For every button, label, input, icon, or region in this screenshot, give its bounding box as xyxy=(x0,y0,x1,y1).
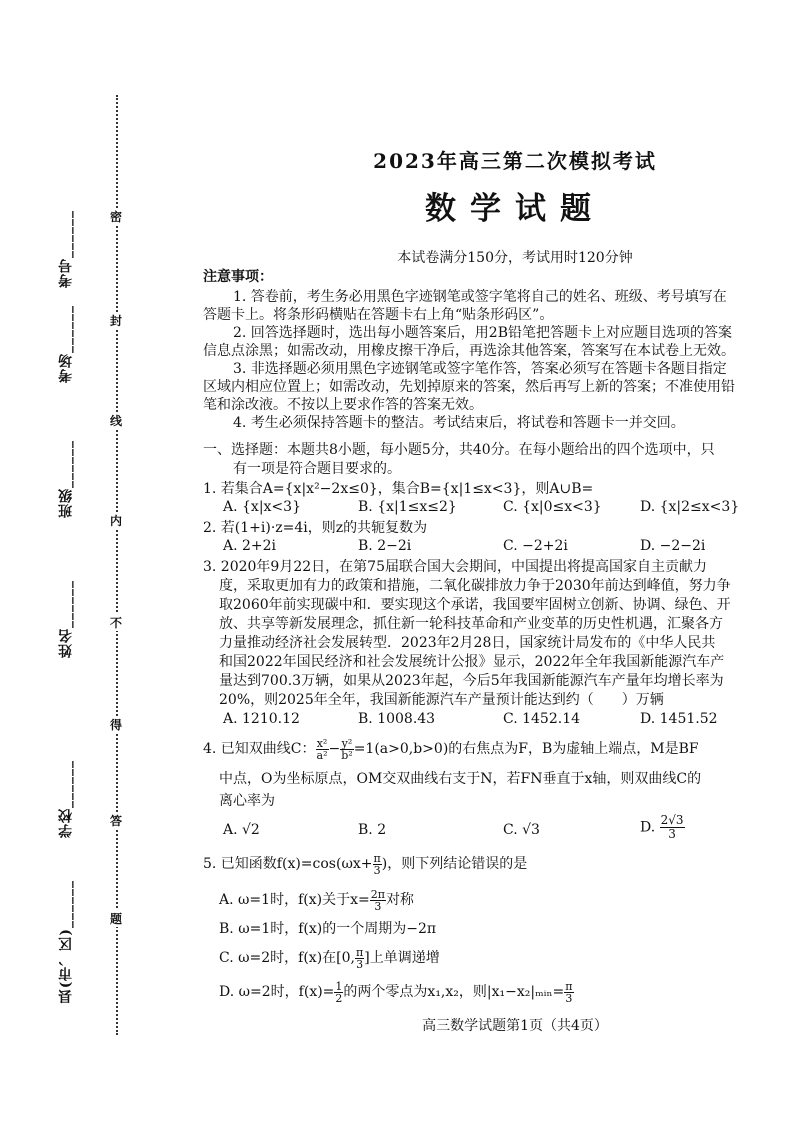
fraction-numerator: π xyxy=(373,851,381,865)
q2-option-d[interactable]: D. −2−2i xyxy=(640,538,706,554)
q5-option-a-prefix: A. ω=1时，f(x)关于x= xyxy=(219,892,370,908)
fraction-denominator: 3 xyxy=(356,957,364,971)
fraction-denominator: 3 xyxy=(668,827,676,841)
q3-line: 力量推动经济社会发展转型．2023年2月28日，国家统计局发布的《中华人民共 xyxy=(219,635,716,651)
q3-line: 3. 2020年9月22日，在第75届联合国大会期间，中国提出将提高国家自主贡献力 xyxy=(203,559,707,575)
q5-option-b[interactable]: B. ω=1时，f(x)的一个周期为−2π xyxy=(219,921,437,937)
notes-line: 2. 回答选择题时，选出每小题答案后，用2B铅笔把答题卡上对应题目选项的答案 xyxy=(233,325,733,341)
q4-stem xyxy=(203,735,699,763)
exam-number-label: 考号 xyxy=(58,258,74,288)
seal-char: 线 xyxy=(110,414,123,428)
q4-fraction-x xyxy=(316,738,329,761)
school-line: ______ xyxy=(58,760,74,808)
subject-title: 数学试题 xyxy=(425,191,605,227)
q4-option-c[interactable]: C. √3 xyxy=(503,822,540,838)
fraction-denominator: b² xyxy=(341,748,353,762)
q5-option-a[interactable] xyxy=(219,886,414,914)
fraction-numerator: y² xyxy=(341,736,353,750)
notes-line: 答题卡上。将条形码横贴在答题卡右上角“贴条形码区”。 xyxy=(203,307,554,323)
q5-option-c-fraction xyxy=(355,947,364,970)
exam-room-line: ______ xyxy=(58,305,74,353)
q5-option-c[interactable] xyxy=(219,944,440,972)
notes-line: 信息点涂黑；如需改动，用橡皮擦干净后，再选涂其他答案，答案写在本试卷上无效。 xyxy=(203,343,735,359)
notes-heading: 注意事项： xyxy=(203,269,273,285)
fraction-denominator: 3 xyxy=(565,991,573,1005)
fraction-numerator: π xyxy=(356,945,364,959)
q5-stem-fraction xyxy=(373,853,382,876)
seal-char: 答 xyxy=(110,814,123,828)
exam-room-field[interactable] xyxy=(56,305,76,383)
seal-char: 密 xyxy=(110,210,123,224)
county-field[interactable] xyxy=(56,880,76,1003)
county-line: ______ xyxy=(58,880,74,928)
q4-fraction-y xyxy=(340,738,353,761)
school-label: 学校 xyxy=(58,808,74,838)
class-line: ______ xyxy=(58,440,74,488)
option-label: D. xyxy=(640,819,656,836)
q5-option-d-fraction-2 xyxy=(564,981,573,1004)
q1-option-a[interactable]: A. {x|x<3} xyxy=(223,499,301,515)
notes-line: 3. 非选择题必须用黑色字迹钢笔或签字笔作答，答案必须写在答题卡各题目指定 xyxy=(233,361,727,377)
exam-room-label: 考场 xyxy=(58,353,74,383)
notes-line: 区域内相应位置上；如需改动，先划掉原来的答案，然后再写上新的答案；不准使用铅 xyxy=(203,379,735,395)
name-field[interactable] xyxy=(56,580,76,658)
page-footer: 高三数学试题第1页（共4页） xyxy=(422,1018,608,1034)
q3-line: 放、共享等新发展理念，抓住新一轮科技革命和产业变革的历史性机遇，汇聚各方 xyxy=(219,616,723,632)
notes-line: 笔和涂改液。不按以上要求作答的答案无效。 xyxy=(203,397,483,413)
name-line: ______ xyxy=(58,580,74,628)
fraction-numerator: 1 xyxy=(335,979,343,993)
notes-line: 1. 答卷前，考生务必用黑色字迹钢笔或签字笔将自己的姓名、班级、考号填写在 xyxy=(233,289,727,305)
exam-number-field[interactable] xyxy=(56,210,76,288)
q5-stem-prefix: 5. 已知函数f(x)=cos(ωx+ xyxy=(203,856,373,872)
q3-line: 和国2022年国民经济和社会发展统计公报》显示，2022年全年我国新能源汽车产 xyxy=(219,654,725,670)
q5-stem-suffix: )，则下列结论错误的是 xyxy=(381,856,528,872)
fraction-denominator: 3 xyxy=(374,899,382,913)
section-heading: 一、选择题：本题共8小题，每小题5分，共40分。在每小题给出的四个选项中，只 xyxy=(203,442,715,458)
q1-option-c[interactable]: C. {x|0≤x<3} xyxy=(503,499,602,515)
q2-stem: 2. 若(1+i)·z=4i，则z的共轭复数为 xyxy=(203,520,428,536)
seal-char: 内 xyxy=(110,514,123,528)
q4-suffix: =1(a>0,b>0)的右焦点为F，B为虚轴上端点，M是BF xyxy=(353,741,699,757)
q4-option-a[interactable]: A. √2 xyxy=(223,822,260,838)
q4-option-d-fraction xyxy=(660,814,685,841)
fraction-numerator: 2√3 xyxy=(660,813,684,827)
seal-char: 题 xyxy=(110,912,123,926)
score-info: 本试卷满分150分，考试用时120分钟 xyxy=(397,250,633,266)
fraction-numerator: π xyxy=(565,979,573,993)
q2-option-a[interactable]: A. 2+2i xyxy=(223,538,277,554)
seal-char: 不 xyxy=(110,616,123,630)
fraction-numerator: 2π xyxy=(370,887,385,901)
seal-line xyxy=(116,95,118,1035)
q3-line: 20%，则2025年全年，我国新能源汽车产量预计能达到约（ ）万辆 xyxy=(219,692,664,708)
seal-char: 封 xyxy=(110,314,123,328)
fraction-numerator: x² xyxy=(316,736,328,750)
exam-title: 2023年高三第二次模拟考试 xyxy=(373,149,657,173)
county-label: 县(市、区) xyxy=(58,928,74,1004)
name-label: 姓名 xyxy=(58,628,74,658)
school-field[interactable] xyxy=(56,760,76,838)
q3-option-b[interactable]: B. 1008.43 xyxy=(358,711,436,727)
q3-line: 取2060年前实现碳中和．要实现这个承诺，我国要牢固树立创新、协调、绿色、开 xyxy=(219,597,731,613)
fraction-denominator: 3 xyxy=(373,863,381,877)
q1-option-d[interactable]: D. {x|2≤x<3} xyxy=(640,499,740,515)
q2-option-c[interactable]: C. −2+2i xyxy=(503,538,568,554)
exam-number-line: ______ xyxy=(58,210,74,258)
q3-option-a[interactable]: A. 1210.12 xyxy=(223,711,300,727)
q2-option-b[interactable]: B. 2−2i xyxy=(358,538,412,554)
q5-stem xyxy=(203,850,527,878)
q4-line: 离心率为 xyxy=(219,793,275,809)
q5-option-c-suffix: ]上单调递增 xyxy=(364,950,440,966)
q3-option-d[interactable]: D. 1451.52 xyxy=(640,711,718,727)
q1-stem: 1. 若集合A={x|x²−2x≤0}，集合B={x|1≤x<3}，则A∪B= xyxy=(203,481,594,497)
q5-option-d-prefix: D. ω=2时，f(x)= xyxy=(219,984,335,1000)
q3-line: 量达到700.3万辆，如果从2023年起，今后5年我国新能源汽车产量年均增长率为 xyxy=(219,673,724,689)
q5-option-d-mid: 的两个零点为x₁,x₂，则|x₁−x₂|ₘᵢₙ= xyxy=(343,984,565,1000)
seal-char: 得 xyxy=(110,718,123,732)
class-field[interactable] xyxy=(56,440,76,518)
q5-option-d[interactable] xyxy=(219,978,574,1006)
fraction-denominator: 2 xyxy=(335,991,343,1005)
q3-line: 度，采取更加有力的政策和措施，二氧化碳排放力争于2030年前达到峰值，努力争 xyxy=(219,578,731,594)
notes-line: 4. 考生必须保持答题卡的整洁。考试结束后，将试卷和答题卡一并交回。 xyxy=(233,415,685,431)
q3-option-c[interactable]: C. 1452.14 xyxy=(503,711,581,727)
class-label: 班级 xyxy=(58,488,74,518)
q4-line: 中点，O为坐标原点，OM交双曲线右支于N，若FN垂直于x轴，则双曲线C的 xyxy=(219,771,702,787)
q4-minus: − xyxy=(328,741,341,757)
q4-option-b[interactable]: B. 2 xyxy=(358,822,387,838)
section-heading-cont: 有一项是符合题目要求的。 xyxy=(233,461,401,477)
q4-option-d[interactable] xyxy=(640,814,685,841)
q1-option-b[interactable]: B. {x|1≤x≤2} xyxy=(358,499,457,515)
q5-option-a-fraction xyxy=(370,889,386,912)
q4-prefix: 4. 已知双曲线C： xyxy=(203,741,316,757)
q5-option-c-prefix: C. ω=2时，f(x)在[0, xyxy=(219,950,355,966)
q5-option-a-suffix: 对称 xyxy=(385,892,414,908)
fraction-denominator: a² xyxy=(316,748,328,762)
